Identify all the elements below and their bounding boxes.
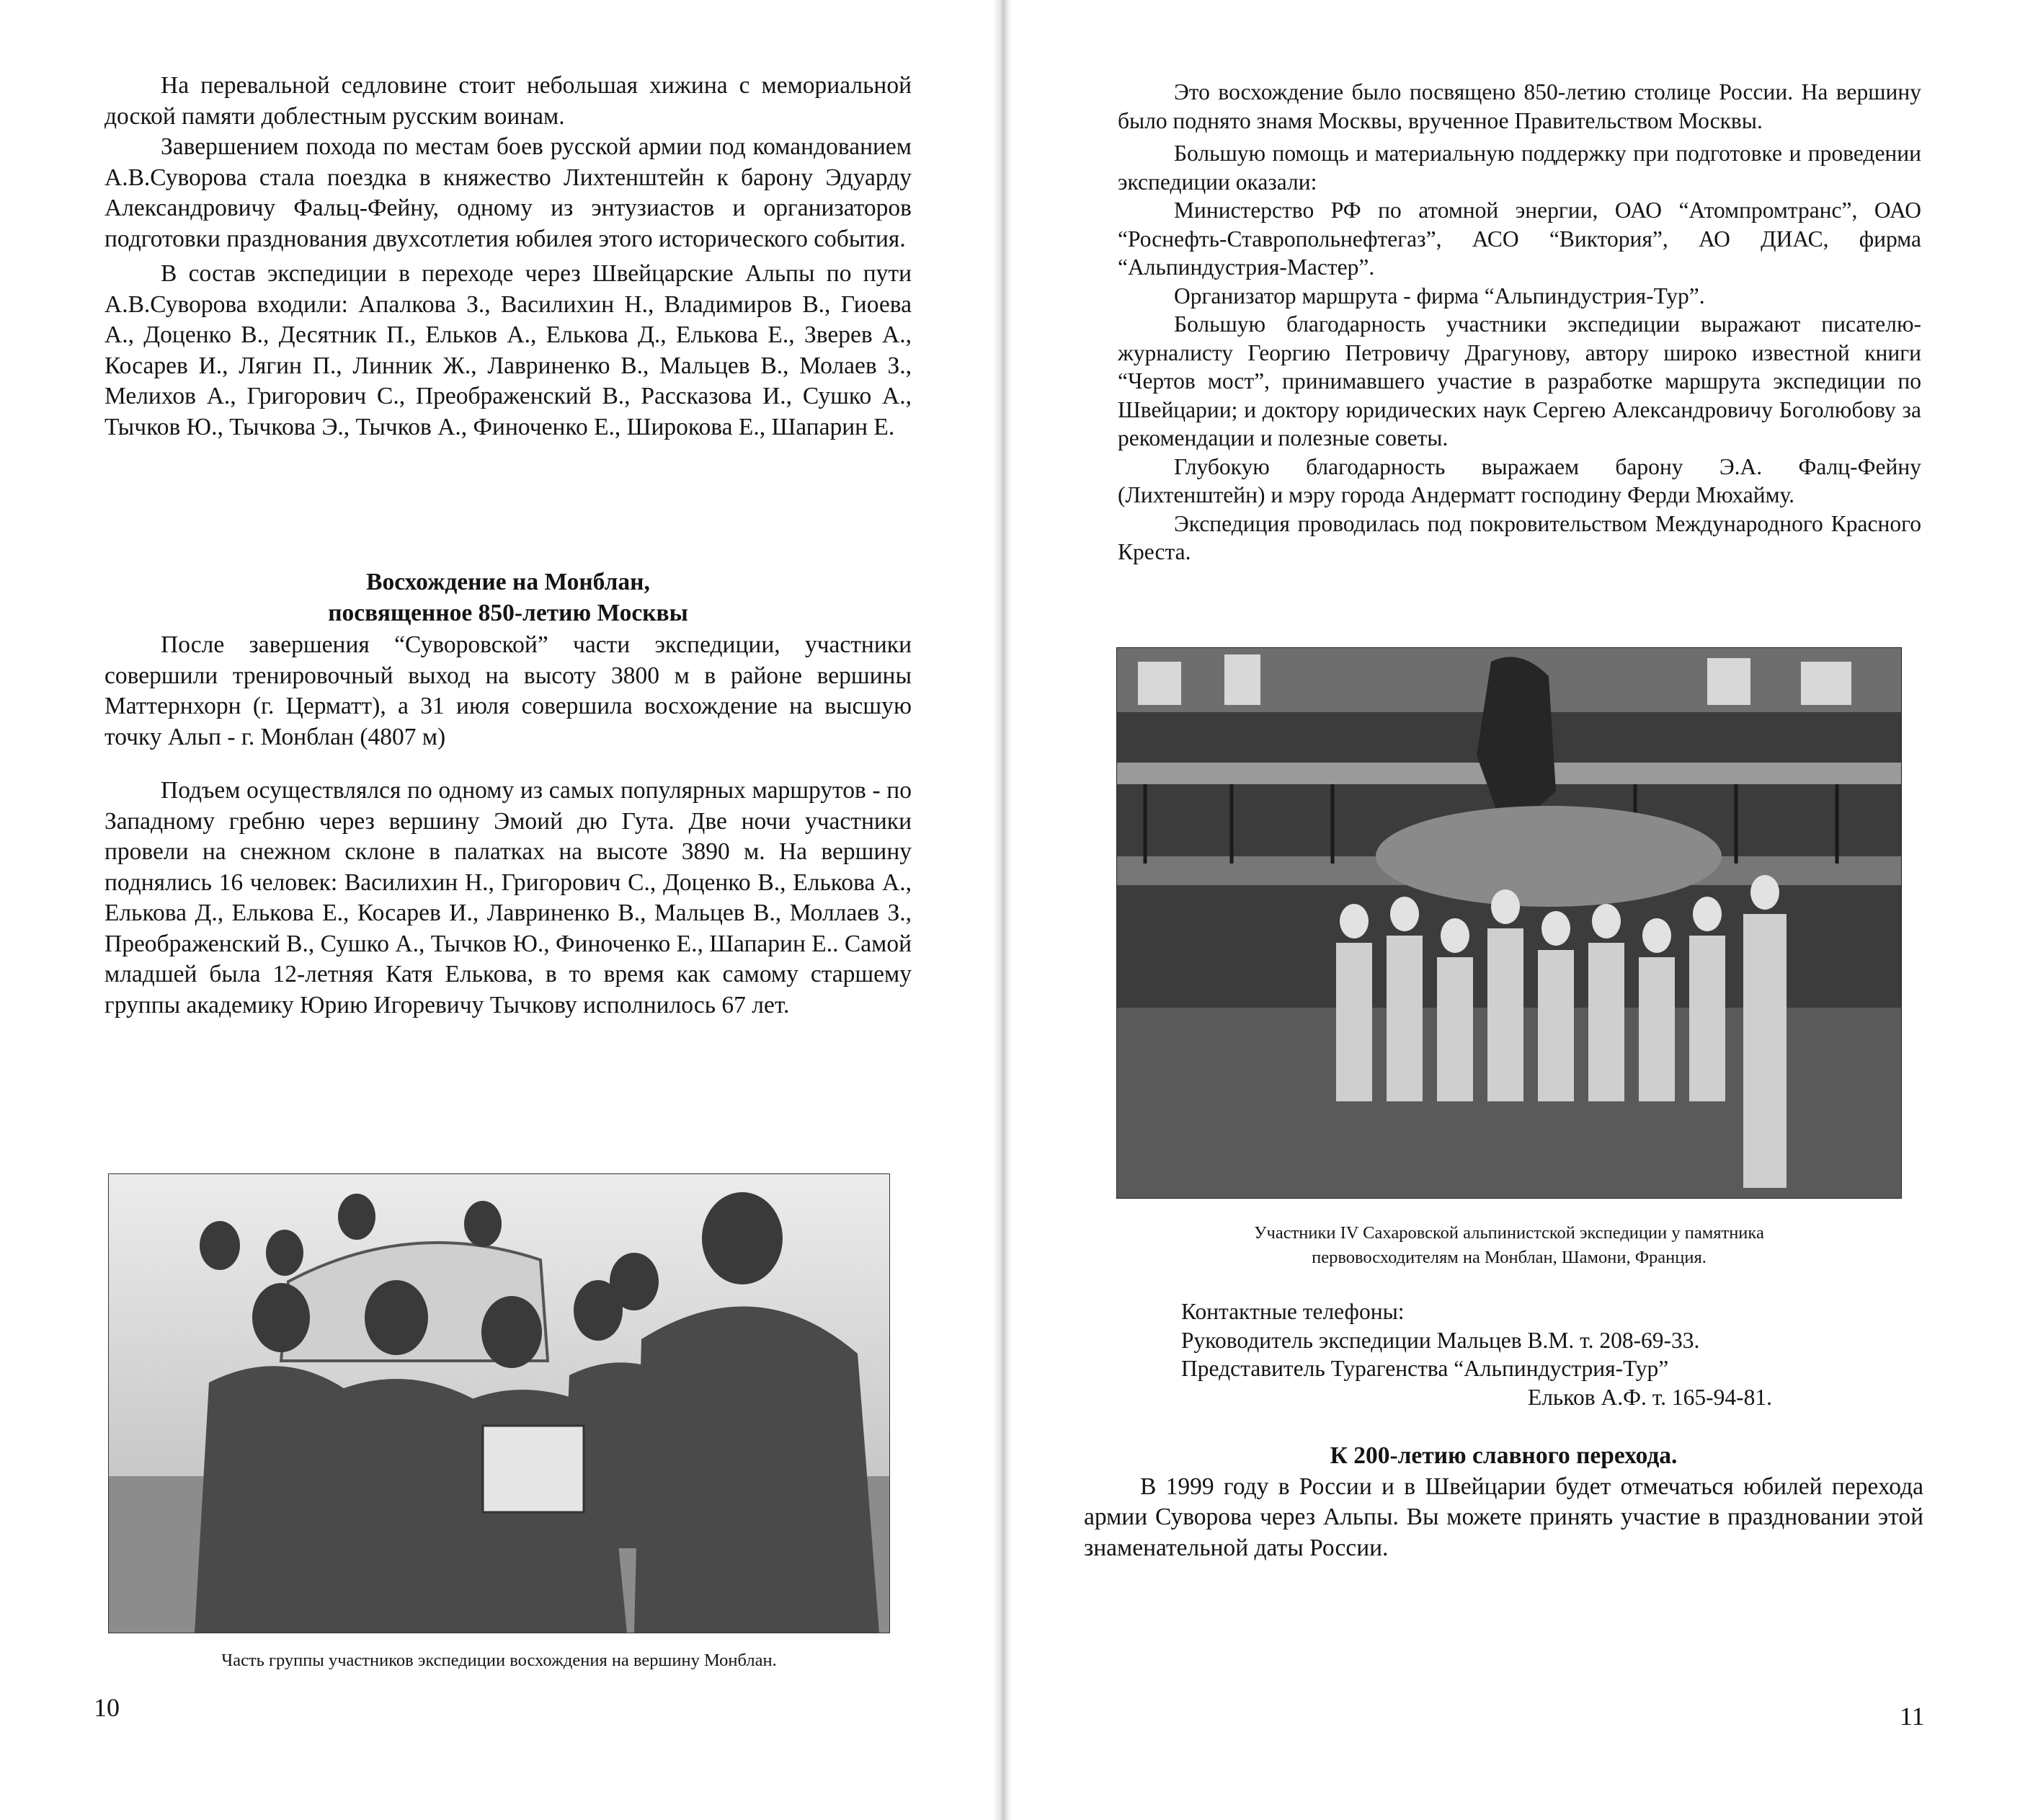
book-gutter <box>993 0 1012 1820</box>
mont-blanc-photo-caption: Часть группы участников экспедиции восхождения на вершину Монблан. <box>221 1651 777 1670</box>
page-number: 10 <box>94 1693 120 1722</box>
caption-line-2: первовосходителям на Монблан, Шамони, Франция. <box>1312 1248 1707 1267</box>
paragraph: Подъем осуществлялся по одному из самых популярных маршрутов - по Западному гребню через вершину Эмоий дю Гута. Две ночи участники провели на снежном склоне в палатках на высоте 3890 м. На вершину поднялись 16 человек: Василихин Н., Григорович С., Доценко В., Елькова А., Елькова Д., Елькова Е., Косарев И., Лавриненко В., Мальцев В., Моллаев З., Преображенский В., Сушко А., Тычков Ю., Финоченко Е., Шапарин Е.. Самой младшей была 12-летняя Катя Елькова, в то время как самому старшему группы академику Юрию Игоревичу Тычкову исполнилось 67 лет. <box>104 777 912 1018</box>
paragraph: Экспедиция проводилась под покровительством Международного Красного Креста. <box>1118 510 1921 564</box>
contact-line: Руководитель экспедиции Мальцев В.М. т. 208-69-33. <box>1181 1327 1700 1353</box>
mont-blanc-group-photo <box>108 1173 890 1633</box>
paragraph: Министерство РФ по атомной энергии, ОАО “Атомпромтранс”, ОАО “Роснефть-Ставропольнефтегаз”, АСО “Виктория”, АО ДИАС, фирма “Альпиндустрия-Мастер”. <box>1118 197 1921 280</box>
chamonix-monument-group-photo <box>1116 647 1902 1199</box>
anniversary-section <box>1084 1441 1923 1563</box>
chamonix-photo-caption <box>1116 1221 1902 1270</box>
right-page-intro-text <box>1118 78 1921 567</box>
paragraph: Большую помощь и материальную поддержку при подготовке и проведении экспедиции оказали: <box>1118 141 1921 195</box>
paragraph: Большую благодарность участники экспедиции выражают писателю-журналисту Георгию Петровичу Драгунову, автору широко известной книги “Чертов мост”, принимавшего участие в разработке маршрута экспедиции по Швейцарии; и доктору юридических наук Сергею Александровичу Боголюбову за рекомендации и полезные советы. <box>1118 311 1921 450</box>
page-number: 11 <box>1900 1702 1925 1731</box>
contact-line: Ельков А.Ф. т. 165-94-81. <box>1527 1384 1772 1410</box>
section-heading-line-2: посвященное 850-летию Москвы <box>328 599 688 626</box>
paragraph: Это восхождение было посвящено 850-летию столице России. На вершину было поднято знамя Москвы, врученное Правительством Москвы. <box>1118 79 1921 133</box>
left-page-intro-text <box>104 71 912 443</box>
paragraph: Завершением похода по местам боев русской армии под командованием А.В.Суворова стала поездка в княжество Лихтенштейн к барону Эдуарду Александровичу Фальц-Фейну, одному из энтузиастов и организаторов подготовки празднования двухсотлетия юбилея этого исторического события. <box>104 133 912 252</box>
left-page <box>0 0 993 1820</box>
paragraph: На перевальной седловине стоит небольшая хижина с мемориальной доской памяти доблестным русским воинам. <box>104 72 912 130</box>
paragraph: В 1999 году в России и в Швейцарии будет отмечаться юбилей перехода армии Суворова через Альпы. Вы можете принять участие в праздновании этой знаменательной даты России. <box>1084 1473 1923 1561</box>
paragraph: После завершения “Суворовской” части экспедиции, участники совершили тренировочный выход на высоту 3800 м в районе вершины Маттернхорн (г. Церматт), а 31 июля совершила восхождение на высшую точку Альп - г. Монблан (4807 м) <box>104 631 912 750</box>
photo-illustration <box>1116 647 1902 1199</box>
section-heading-line-1: Восхождение на Монблан, <box>366 569 650 595</box>
left-page-section <box>104 567 912 1021</box>
photo-illustration <box>108 1173 890 1633</box>
right-page <box>1012 0 2020 1820</box>
contact-line: Представитель Турагенства “Альпиндустрия-Тур” <box>1181 1356 1669 1381</box>
section-heading: К 200-летию славного перехода. <box>1330 1442 1678 1469</box>
contacts-title: Контактные телефоны: <box>1181 1299 1405 1324</box>
paragraph: Глубокую благодарность выражаем барону Э.А. Фалц-Фейну (Лихтенштейн) и мэру города Андерматт господину Ферди Мюхайму. <box>1118 453 1921 507</box>
contact-block <box>1181 1297 1772 1411</box>
paragraph: В состав экспедиции в переходе через Швейцарские Альпы по пути А.В.Суворова входили: Апалкова З., Василихин Н., Владимиров В., Гиоева А., Доценко В., Десятник П., Ельков А., Елькова Д., Елькова Е., Зверев А., Косарев И., Лягин П., Линник Ж., Лавриненко В., Мальцев В., Молаев З., Мелихов А., Григорович С., Преображенский В., Рассказова И., Сушко А., Тычков Ю., Тычкова Э., Тычков А., Финоченко Е., Широкова Е., Шапарин Е. <box>104 260 912 440</box>
paragraph: Организатор маршрута - фирма “Альпиндустрия-Тур”. <box>1174 283 1705 308</box>
caption-line-1: Участники IV Сахаровской альпинистской экспедиции у памятника <box>1254 1223 1764 1243</box>
